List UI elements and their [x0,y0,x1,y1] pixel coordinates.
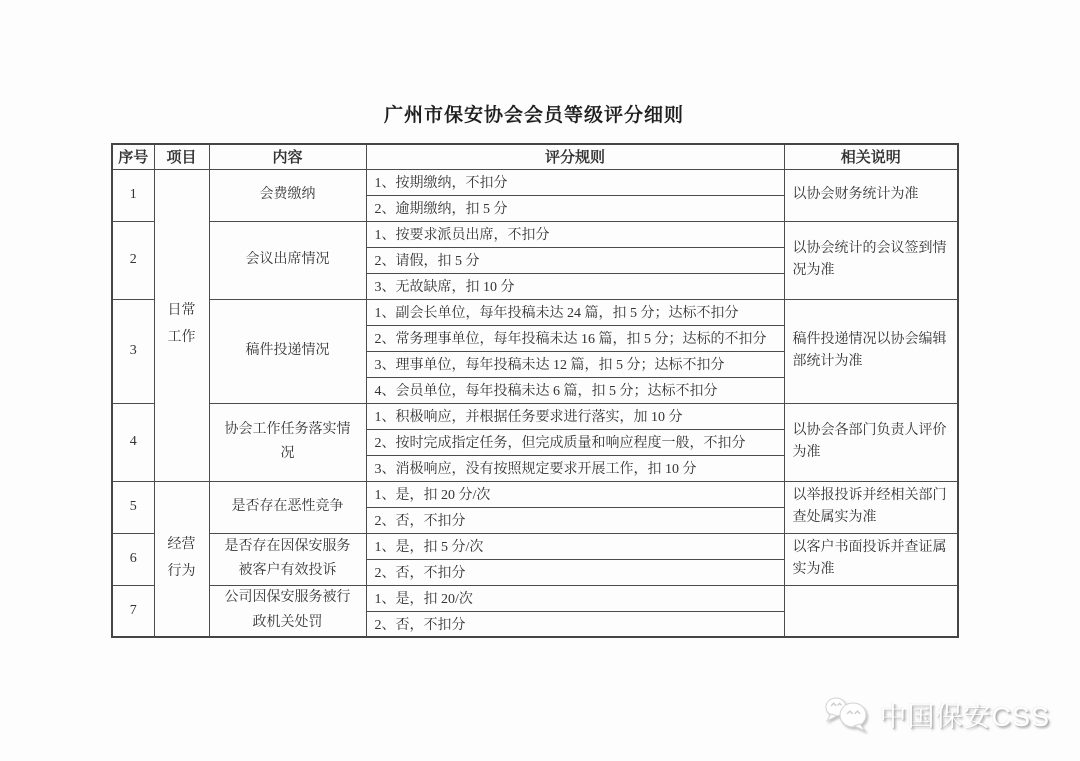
rule-cell: 3、消极响应，没有按照规定要求开展工作，扣 10 分 [366,455,784,481]
content-cell: 会费缴纳 [209,169,366,221]
rule-cell: 3、理事单位，每年投稿未达 12 篇，扣 5 分；达标不扣分 [366,351,784,377]
column-header: 项目 [154,144,209,169]
content-cell: 是否存在因保安服务被客户有效投诉 [209,533,366,585]
column-header: 序号 [112,144,154,169]
serial-number-cell: 4 [112,403,154,481]
table-row [112,585,958,611]
serial-number-cell: 7 [112,585,154,637]
table-row [112,221,958,247]
note-cell [784,585,958,637]
rule-cell: 2、否，不扣分 [366,559,784,585]
table-body [112,169,958,637]
serial-number-cell: 3 [112,299,154,403]
content-cell: 会议出席情况 [209,221,366,299]
rule-cell: 2、逾期缴纳，扣 5 分 [366,195,784,221]
serial-number-cell: 6 [112,533,154,585]
watermark [823,693,1050,735]
column-header: 内容 [209,144,366,169]
note-cell: 以协会各部门负责人评价为准 [784,403,958,481]
rule-cell: 1、是，扣 20/次 [366,585,784,611]
note-cell: 稿件投递情况以协会编辑部统计为准 [784,299,958,403]
rule-cell: 1、是，扣 20 分/次 [366,481,784,507]
header-row [112,144,958,169]
note-cell: 以协会财务统计为准 [784,169,958,221]
rule-cell: 1、按期缴纳，不扣分 [366,169,784,195]
project-cell: 经营行为 [154,481,209,637]
rule-cell: 2、常务理事单位，每年投稿未达 16 篇，扣 5 分；达标的不扣分 [366,325,784,351]
scoring-table [111,143,959,638]
rule-cell: 2、否，不扣分 [366,507,784,533]
note-cell: 以客户书面投诉并查证属实为准 [784,533,958,585]
table-row [112,299,958,325]
watermark-label: 中国保安CSS [879,701,1050,732]
serial-number-cell: 1 [112,169,154,221]
project-cell: 日常工作 [154,169,209,481]
note-cell: 以协会统计的会议签到情况为准 [784,221,958,299]
content-cell: 是否存在恶性竞争 [209,481,366,533]
document-title: 广州市保安协会会员等级评分细则 [383,105,684,126]
table-row [112,481,958,507]
rule-cell: 1、是，扣 5 分/次 [366,533,784,559]
rule-cell: 2、请假，扣 5 分 [366,247,784,273]
rule-cell: 2、按时完成指定任务，但完成质量和响应程度一般，不扣分 [366,429,784,455]
column-header: 评分规则 [366,144,784,169]
rule-cell: 1、副会长单位，每年投稿未达 24 篇，扣 5 分；达标不扣分 [366,299,784,325]
column-header: 相关说明 [784,144,958,169]
table-row [112,533,958,559]
table-row [112,403,958,429]
rule-cell: 1、按要求派员出席，不扣分 [366,221,784,247]
rule-cell: 4、会员单位，每年投稿未达 6 篇，扣 5 分；达标不扣分 [366,377,784,403]
rule-cell: 3、无故缺席，扣 10 分 [366,273,784,299]
content-cell: 协会工作任务落实情况 [209,403,366,481]
rule-cell: 1、积极响应，并根据任务要求进行落实，加 10 分 [366,403,784,429]
rule-cell: 2、否，不扣分 [366,611,784,637]
serial-number-cell: 5 [112,481,154,533]
serial-number-cell: 2 [112,221,154,299]
chat-bubbles-logo-icon [823,693,871,735]
content-cell: 稿件投递情况 [209,299,366,403]
table-header [112,144,958,169]
content-cell: 公司因保安服务被行政机关处罚 [209,585,366,637]
note-cell: 以举报投诉并经相关部门查处属实为准 [784,481,958,533]
table-row [112,169,958,195]
